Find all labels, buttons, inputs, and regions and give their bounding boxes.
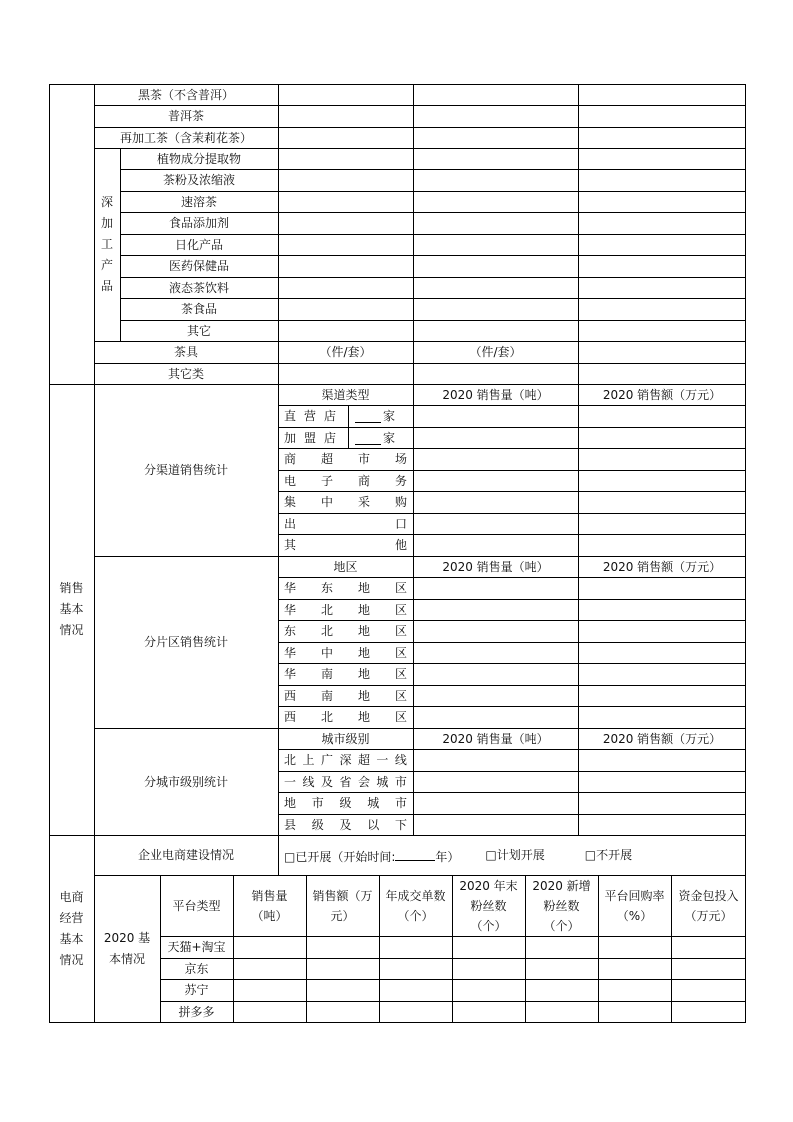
table-rule: [278, 384, 279, 836]
opt-started-text: □已开展（开始时间:: [284, 849, 396, 864]
ecom-platform: 苏宁: [184, 983, 209, 997]
region-row-label: 西 北 地 区: [284, 710, 407, 724]
ecom-build-options: [278, 835, 746, 875]
start-year-blank[interactable]: [395, 847, 435, 861]
unit-jia: 家: [382, 409, 395, 423]
table-rule: [278, 642, 746, 643]
deep-item: 日化产品: [174, 237, 223, 252]
ecom-header-1: 销售量（吨）: [251, 888, 288, 923]
city-row-label: 北 上 广 深 超 一 线: [284, 753, 407, 767]
table-rule: [94, 84, 95, 385]
city-title: 分城市级别统计: [143, 774, 228, 789]
table-rule: [278, 84, 279, 385]
table-rule: [745, 84, 746, 1023]
direct-count-blank[interactable]: [355, 409, 381, 423]
channel-vol-header: 2020 销售量（吨）: [442, 387, 549, 402]
table-rule: [578, 84, 579, 385]
table-rule: [160, 979, 746, 980]
table-rule: [278, 792, 746, 793]
table-rule: [94, 556, 746, 557]
opt-started-year: 年）: [435, 849, 460, 864]
ecom-header-6: 平台回购率（%）: [604, 888, 665, 923]
table-rule: [278, 749, 746, 750]
region-title: 分片区销售统计: [143, 635, 228, 649]
cat-other: 其它类: [167, 366, 204, 381]
region-header: 地区: [333, 559, 358, 574]
ecom-header-5: 2020 新增粉丝数（个）: [532, 878, 591, 933]
channel-row-label: 电 子 商 务: [284, 473, 407, 488]
cat-deep-group-label: 深加工产品: [100, 195, 113, 293]
deep-item: 液态茶饮料: [168, 280, 229, 295]
channel-direct: 直营店: [284, 409, 345, 423]
table-rule: [94, 341, 121, 342]
opt-planned[interactable]: □计划开展: [485, 848, 545, 862]
table-rule: [120, 169, 746, 170]
sales-section-text: 销售基本情况: [59, 581, 84, 637]
form-table: [49, 84, 746, 1023]
region-vol-header: 2020 销售量（吨）: [442, 559, 549, 574]
franchise-count-blank[interactable]: [355, 431, 381, 445]
deep-item: 茶粉及浓缩液: [162, 173, 235, 187]
table-rule: [49, 84, 746, 85]
table-rule: [49, 835, 746, 836]
region-row-label: 华 北 地 区: [284, 602, 407, 617]
table-rule: [94, 728, 746, 729]
deep-item: 速溶茶: [180, 194, 217, 209]
table-rule: [278, 470, 746, 471]
table-rule: [94, 363, 746, 364]
teaware-unit-1: （件/套）: [319, 345, 372, 359]
table-rule: [278, 663, 746, 664]
deep-item: 食品添加剂: [168, 216, 229, 230]
table-rule: [413, 384, 414, 836]
channel-title: 分渠道销售统计: [143, 463, 228, 477]
table-rule: [94, 341, 746, 342]
region-amt-header: 2020 销售额（万元）: [602, 559, 722, 574]
teaware-unit-2: （件/套）: [469, 345, 522, 359]
channel-row-label: 出 口: [284, 516, 407, 531]
table-rule: [160, 1001, 746, 1002]
region-row-label: 华 南 地 区: [284, 667, 407, 681]
city-header: 城市级别: [321, 731, 370, 746]
deep-item: 植物成分提取物: [156, 151, 241, 166]
table-rule: [278, 835, 279, 876]
table-rule: [94, 105, 746, 106]
table-rule: [278, 620, 746, 621]
city-vol-header: 2020 销售量（吨）: [442, 731, 549, 746]
region-row-label: 西 南 地 区: [284, 688, 407, 703]
cat-puer: 普洱茶: [167, 109, 204, 123]
channel-direct-count[interactable]: [348, 405, 413, 427]
table-rule: [120, 212, 746, 213]
table-rule: [94, 835, 95, 1023]
table-rule: [278, 771, 746, 772]
table-rule: [94, 148, 746, 149]
cat-deep-group: [94, 148, 120, 341]
ecom-platform: 天猫+淘宝: [167, 940, 226, 954]
deep-item: 医药保健品: [168, 259, 229, 273]
channel-franchise-count[interactable]: [348, 427, 413, 448]
table-rule: [278, 599, 746, 600]
ecom-section-label: [49, 835, 94, 1023]
ecom-header-2: 销售额（万元）: [312, 888, 373, 923]
table-rule: [278, 513, 746, 514]
ecom-header-3: 年成交单数（个）: [385, 888, 446, 923]
ecom-build-label: 企业电商建设情况: [137, 848, 234, 862]
channel-row-label: 商 超 市 场: [284, 452, 407, 466]
table-rule: [278, 706, 746, 707]
table-rule: [120, 234, 746, 235]
opt-not[interactable]: □不开展: [584, 848, 633, 862]
ecom-header-0: 平台类型: [172, 898, 221, 913]
table-rule: [160, 936, 746, 937]
deep-item: 其它: [186, 323, 211, 338]
city-row-label: 一 线 及 省 会 城 市: [284, 774, 407, 789]
table-rule: [278, 534, 746, 535]
table-rule: [413, 84, 414, 385]
unit-jia: 家: [382, 430, 395, 445]
table-rule: [94, 875, 746, 876]
ecom-header-4: 2020 年末粉丝数（个）: [459, 878, 518, 933]
table-rule: [49, 84, 50, 1023]
table-rule: [94, 127, 746, 128]
table-rule: [278, 491, 746, 492]
table-rule: [120, 277, 746, 278]
channel-franchise: 加盟店: [284, 430, 345, 445]
channel-row-label: 其 他: [284, 538, 407, 552]
city-row-label: 县 级 及 以 下: [284, 817, 407, 832]
table-rule: [278, 685, 746, 686]
sales-section-label: [49, 384, 94, 835]
cat-black-tea: 黑茶（不含普洱）: [137, 87, 234, 102]
ecom-platform: 拼多多: [178, 1005, 215, 1019]
table-rule: [49, 384, 746, 385]
ecom-year-label: [94, 875, 160, 1023]
opt-started[interactable]: [284, 847, 459, 864]
channel-amt-header: 2020 销售额（万元）: [602, 387, 722, 402]
table-rule: [120, 320, 746, 321]
table-rule: [49, 1022, 746, 1023]
channel-type-header: 渠道类型: [321, 387, 370, 402]
channel-row-label: 集 中 采 购: [284, 495, 407, 509]
table-rule: [278, 814, 746, 815]
table-rule: [120, 298, 746, 299]
table-rule: [278, 577, 746, 578]
region-row-label: 华 东 地 区: [284, 581, 407, 595]
region-row-label: 华 中 地 区: [284, 645, 407, 660]
table-rule: [94, 148, 121, 149]
ecom-section-text: 电商经营基本情况: [59, 890, 84, 967]
cat-reprocessed: 再加工茶（含茉莉花茶）: [119, 130, 252, 145]
table-rule: [120, 148, 121, 342]
city-amt-header: 2020 销售额（万元）: [602, 731, 722, 746]
deep-item: 茶食品: [180, 302, 217, 316]
ecom-header-7: 资金包投入（万元）: [678, 888, 739, 923]
ecom-platform: 京东: [184, 961, 209, 976]
cat-teaware: 茶具: [173, 345, 198, 359]
table-rule: [160, 958, 746, 959]
table-rule: [94, 384, 95, 836]
table-rule: [578, 384, 579, 836]
city-row-label: 地 市 级 城 市: [284, 796, 407, 810]
table-rule: [348, 405, 349, 449]
region-row-label: 东 北 地 区: [284, 624, 407, 638]
ecom-year-text: 2020 基本情况: [103, 931, 151, 966]
table-rule: [120, 191, 746, 192]
table-rule: [120, 255, 746, 256]
